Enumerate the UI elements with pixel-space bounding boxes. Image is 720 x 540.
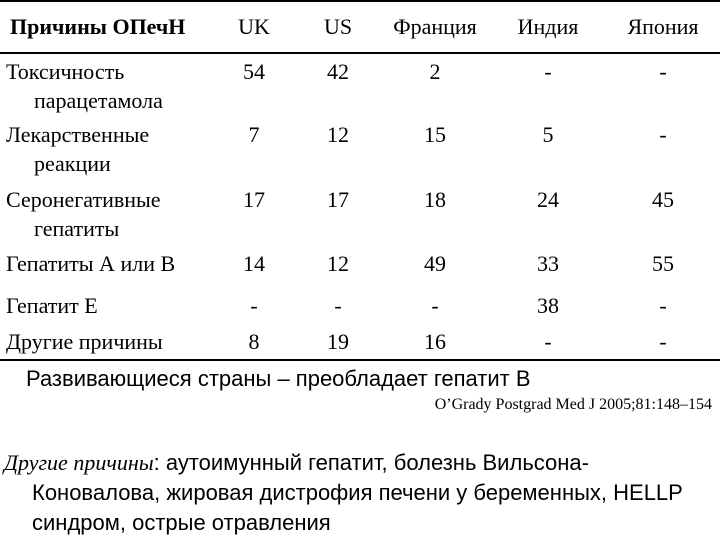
cause-line1: Лекарственные xyxy=(6,122,150,147)
cell-india: - xyxy=(544,59,552,84)
cause-line2: гепатиты xyxy=(34,216,120,241)
cell-japan: - xyxy=(659,122,667,147)
row-cause xyxy=(0,117,212,182)
table-row xyxy=(0,324,720,360)
other-causes-label: Другие причины xyxy=(4,450,154,475)
header-us: US xyxy=(323,14,353,39)
table-header-row xyxy=(0,1,720,53)
cell-us: 19 xyxy=(327,329,349,354)
header-france: Франция xyxy=(393,14,477,39)
cell-india: 33 xyxy=(537,251,559,276)
table-row xyxy=(0,117,720,182)
table-row xyxy=(0,246,720,288)
cell-japan: - xyxy=(659,329,667,354)
other-causes-paragraph xyxy=(4,448,694,538)
row-cause: Гепатиты А или В xyxy=(6,251,176,276)
developing-countries-note: Развивающиеся страны – преобладает гепатит В xyxy=(26,366,531,391)
cell-us: 42 xyxy=(327,59,349,84)
citation: O’Grady Postgrad Med J 2005;81:148–154 xyxy=(434,396,712,413)
cell-france: 49 xyxy=(424,251,446,276)
cell-japan: 45 xyxy=(652,187,674,212)
cause-line2: реакции xyxy=(34,151,111,176)
cell-us: 17 xyxy=(327,187,349,212)
cell-uk: 14 xyxy=(243,251,265,276)
other-causes-text-line1: : аутоимунный гепатит, болезнь Вильсона- xyxy=(153,450,589,475)
cause-line1: Серонегативные xyxy=(6,187,161,212)
cell-france: - xyxy=(431,293,439,318)
cell-india: 5 xyxy=(542,122,554,147)
cell-us: 12 xyxy=(327,251,349,276)
cell-japan: - xyxy=(659,59,667,84)
cell-india: - xyxy=(544,329,552,354)
row-cause: Гепатит Е xyxy=(6,293,98,318)
cause-line2: парацетамола xyxy=(34,88,163,113)
cell-france: 2 xyxy=(429,59,441,84)
cell-japan: 55 xyxy=(652,251,674,276)
row-cause xyxy=(0,182,212,246)
cell-uk: 8 xyxy=(248,329,260,354)
header-india: Индия xyxy=(517,14,579,39)
table-row xyxy=(0,53,720,117)
cell-uk: 54 xyxy=(243,59,265,84)
cell-uk: 17 xyxy=(243,187,265,212)
table-row xyxy=(0,288,720,324)
row-cause xyxy=(0,53,212,117)
cell-france: 15 xyxy=(424,122,446,147)
table-row xyxy=(0,182,720,246)
cell-india: 38 xyxy=(537,293,559,318)
cell-france: 16 xyxy=(424,329,446,354)
other-causes-text-line3: синдром, острые отравления xyxy=(32,510,331,535)
cell-us: 12 xyxy=(327,122,349,147)
cell-uk: 7 xyxy=(248,122,260,147)
row-cause: Другие причины xyxy=(6,329,163,354)
cause-line1: Токсичность xyxy=(6,59,125,84)
header-japan: Япония xyxy=(627,14,699,39)
cell-india: 24 xyxy=(537,187,559,212)
cell-uk: - xyxy=(250,293,258,318)
header-causes: Причины ОПечН xyxy=(10,14,186,39)
header-uk: UK xyxy=(238,14,270,39)
cell-us: - xyxy=(334,293,342,318)
cell-france: 18 xyxy=(424,187,446,212)
cell-japan: - xyxy=(659,293,667,318)
other-causes-text-line2: Коновалова, жировая дистрофия печени у беременных, HELLP xyxy=(32,480,683,505)
